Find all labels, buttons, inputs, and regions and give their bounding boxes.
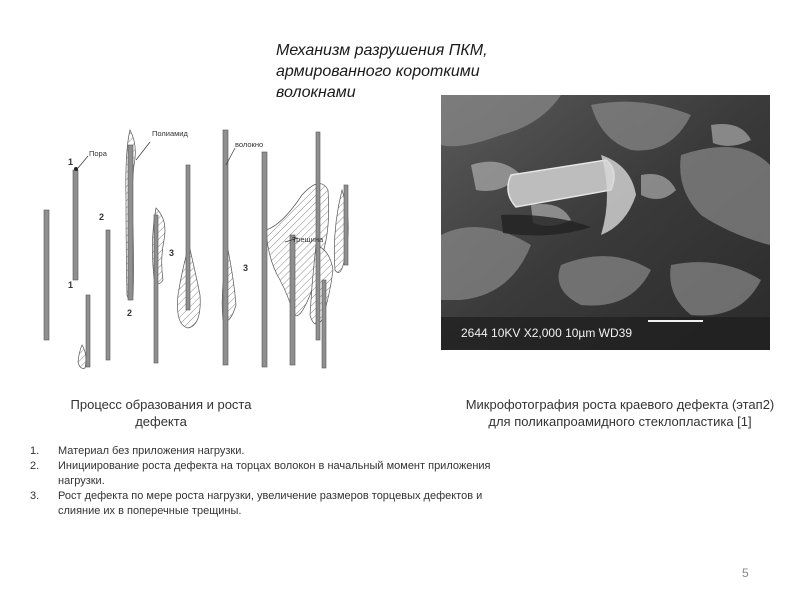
fiber (290, 235, 295, 365)
list-item (30, 489, 500, 519)
diagram-caption: Процесс образования и роста дефекта (70, 397, 252, 429)
defect-zone (78, 345, 86, 368)
step-number: 1. (30, 445, 40, 457)
fiber (86, 295, 90, 367)
step-text: Материал без приложения нагрузки. (58, 445, 245, 457)
steps-list (30, 444, 500, 519)
marker-1-top: 1 (68, 157, 74, 167)
page-number: 5 (742, 566, 749, 580)
list-item (30, 444, 500, 459)
sem-info: 2644 10KV X2,000 10µm WD39 (461, 326, 633, 340)
marker-3-left: 3 (169, 248, 175, 258)
fiber (44, 210, 49, 340)
fiber (106, 230, 110, 360)
fiber (262, 152, 267, 367)
pore-label: Пора (89, 149, 107, 158)
step-text: Рост дефекта по мере роста нагрузки, увеличение размеров торцевых дефектов и слияние их в поперечные трещины. (58, 490, 483, 517)
fiber (186, 165, 190, 310)
polyamide-label: Полиамид (152, 129, 188, 138)
fiber (344, 185, 348, 265)
photo-caption-text: Микрофотография роста краевого дефекта (этап2) для поликапроамидного стеклопластика [1] (465, 397, 775, 429)
crack-label: Трещина (292, 235, 324, 244)
fiber (223, 130, 228, 365)
fiber (322, 280, 326, 368)
defect-diagram (30, 120, 370, 380)
step-number: 3. (30, 490, 40, 502)
fiber (154, 215, 158, 363)
marker-2-bottom: 2 (127, 308, 133, 318)
fiber (128, 145, 133, 300)
marker-2-top: 2 (99, 212, 105, 222)
slide-title: Механизм разрушения ПКМ, армированного короткими волокнами (276, 42, 488, 101)
sem-micrograph (441, 95, 770, 350)
marker-1-bottom: 1 (68, 280, 74, 290)
fiber-label: волокно (235, 140, 264, 149)
list-item (30, 459, 500, 489)
step-text: Инициирование роста дефекта на торцах волокон в начальный момент приложения нагрузки. (58, 460, 491, 487)
marker-3-right: 3 (243, 263, 249, 273)
fiber (73, 170, 78, 280)
photo-caption (452, 396, 788, 430)
step-number: 2. (30, 460, 40, 472)
pore-dot (74, 167, 78, 171)
